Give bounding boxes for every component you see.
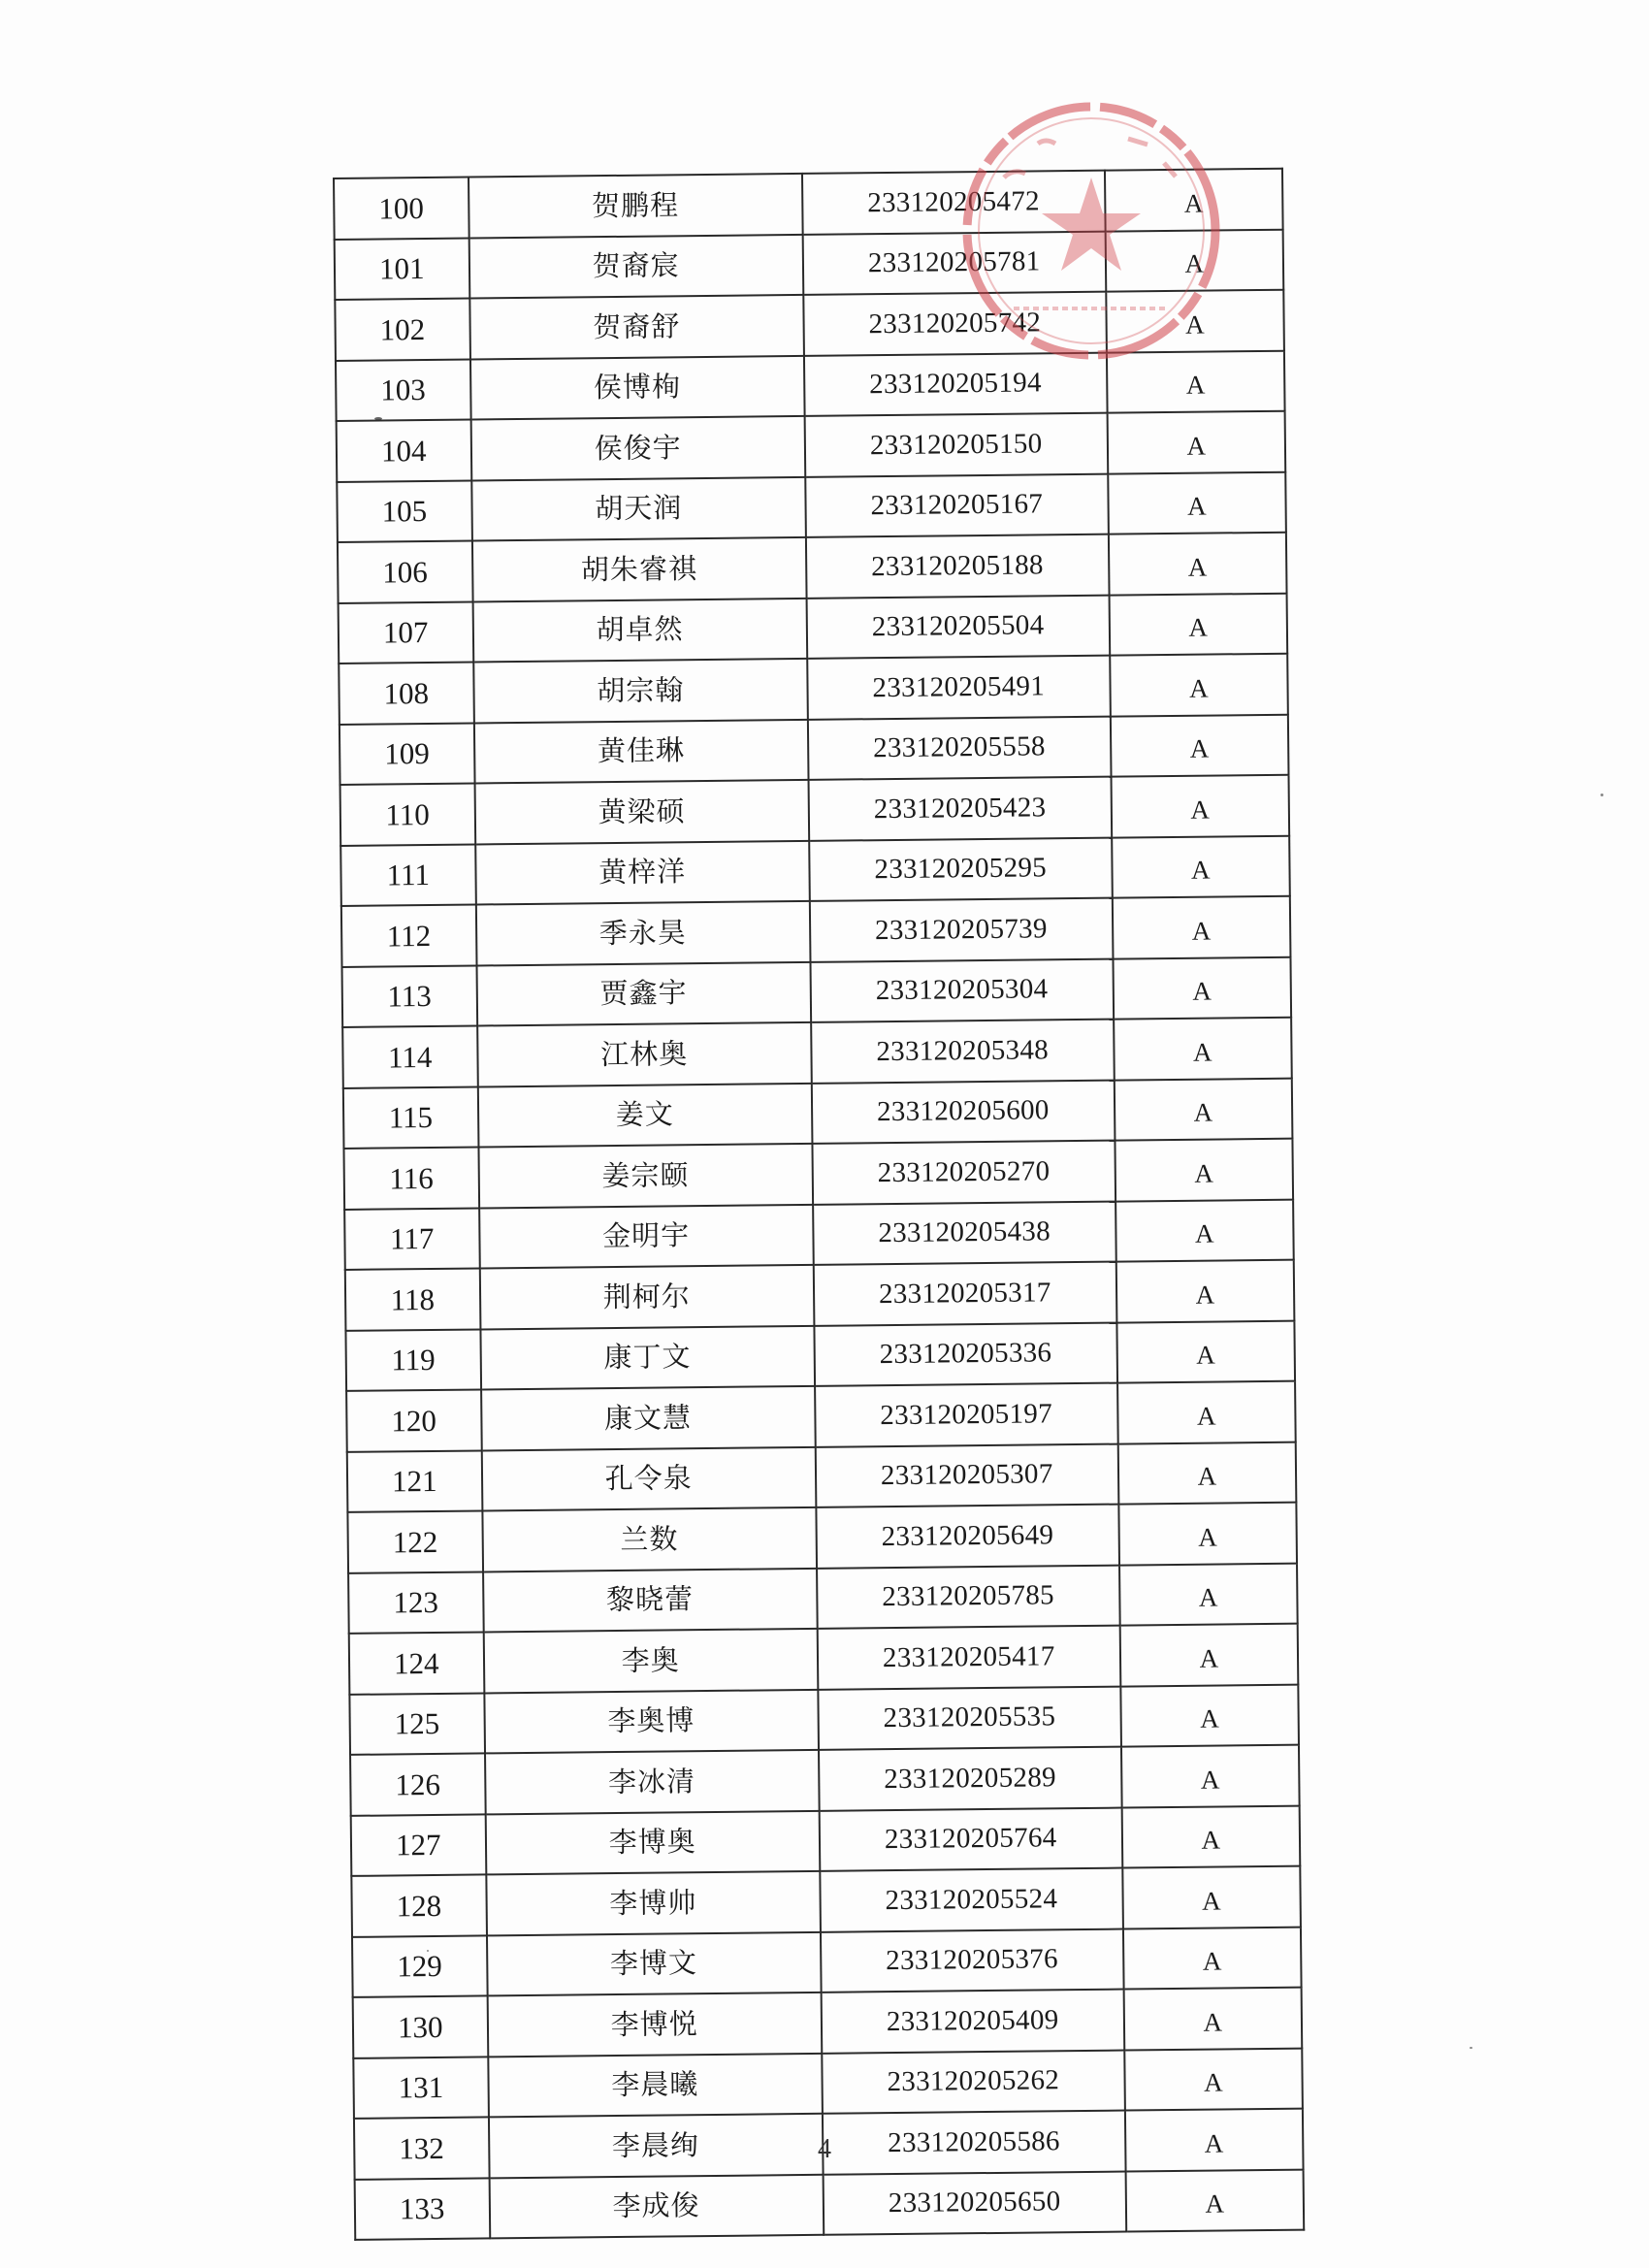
row-number-cell: 108 xyxy=(339,663,473,725)
row-number-cell: 109 xyxy=(340,723,474,785)
table-row xyxy=(351,1805,1301,1876)
grade-cell: A xyxy=(1115,1139,1293,1201)
exam-id-cell: 233120205504 xyxy=(806,595,1109,659)
table-row xyxy=(340,835,1290,906)
exam-id-cell: 233120205270 xyxy=(812,1141,1115,1205)
grade-cell: A xyxy=(1113,956,1291,1019)
exam-id-cell: 233120205438 xyxy=(813,1201,1116,1265)
student-name-cell: 康丁文 xyxy=(480,1325,815,1389)
row-number-cell: 127 xyxy=(351,1814,486,1876)
row-number-cell: 129 xyxy=(352,1935,487,1997)
row-number-cell: 100 xyxy=(334,178,469,240)
table-row xyxy=(338,533,1287,603)
student-name-cell: 李博悦 xyxy=(487,1993,822,2057)
table-row xyxy=(342,1018,1292,1088)
table-row xyxy=(355,2169,1305,2240)
exam-id-cell: 233120205423 xyxy=(808,777,1111,841)
table-row xyxy=(335,229,1284,300)
row-number-cell: 132 xyxy=(354,2117,489,2179)
exam-id-cell: 233120205558 xyxy=(808,716,1111,780)
row-number-cell: 121 xyxy=(347,1450,482,1512)
row-number-cell: 128 xyxy=(351,1874,486,1936)
row-number-cell: 103 xyxy=(336,359,470,421)
grade-cell: A xyxy=(1118,1503,1297,1565)
table-row xyxy=(336,350,1285,421)
student-name-cell: 李晨绚 xyxy=(488,2114,823,2178)
exam-id-cell: 233120205150 xyxy=(804,413,1107,477)
student-name-cell: 黄佳琳 xyxy=(473,719,808,783)
student-name-cell: 黄梓洋 xyxy=(475,840,810,904)
exam-id-cell: 233120205188 xyxy=(806,535,1109,599)
grade-cell: A xyxy=(1109,533,1287,595)
table-row xyxy=(339,654,1288,725)
row-number-cell: 105 xyxy=(337,480,471,542)
exam-id-cell: 233120205650 xyxy=(823,2171,1125,2235)
grade-cell: A xyxy=(1114,1078,1292,1140)
student-name-cell: 孔令泉 xyxy=(481,1446,816,1510)
row-number-cell: 123 xyxy=(348,1571,483,1634)
student-name-cell: 胡天润 xyxy=(471,476,806,540)
row-number-cell: 125 xyxy=(349,1693,484,1755)
exam-id-cell: 233120205586 xyxy=(823,2111,1125,2175)
row-number-cell: 106 xyxy=(338,541,472,603)
table-row xyxy=(346,1381,1296,1452)
grade-cell: A xyxy=(1119,1563,1298,1625)
exam-id-cell: 233120205197 xyxy=(815,1383,1117,1447)
student-name-cell: 李博奥 xyxy=(485,1810,820,1874)
exam-id-cell: 233120205764 xyxy=(819,1807,1121,1871)
exam-id-cell: 233120205742 xyxy=(803,292,1106,356)
table-row xyxy=(335,290,1284,361)
page-number: 4 xyxy=(818,2134,831,2164)
row-number-cell: 120 xyxy=(346,1389,481,1451)
row-number-cell: 118 xyxy=(345,1268,480,1330)
exam-id-cell: 233120205491 xyxy=(807,656,1110,720)
grade-cell: A xyxy=(1110,654,1288,716)
grade-cell: A xyxy=(1123,1988,1302,2050)
roster-table xyxy=(333,168,1305,2241)
student-name-cell: 胡卓然 xyxy=(472,598,807,662)
student-name-cell: 姜文 xyxy=(477,1083,812,1147)
row-number-cell: 102 xyxy=(335,299,469,361)
row-number-cell: 119 xyxy=(345,1329,480,1391)
table-row xyxy=(341,896,1291,967)
grade-cell: A xyxy=(1107,350,1285,412)
exam-id-cell: 233120205289 xyxy=(819,1747,1121,1811)
student-name-cell: 胡宗翰 xyxy=(473,659,808,723)
exam-id-cell: 233120205472 xyxy=(802,171,1105,235)
exam-id-cell: 233120205336 xyxy=(814,1322,1116,1386)
grade-cell: A xyxy=(1119,1624,1298,1686)
table-row xyxy=(342,956,1292,1027)
table-row xyxy=(345,1320,1295,1391)
student-name-cell: 贺鹏程 xyxy=(469,174,803,238)
student-name-cell: 李博帅 xyxy=(486,1871,821,1935)
row-number-cell: 124 xyxy=(349,1632,484,1694)
grade-cell: A xyxy=(1123,1927,1302,1989)
student-name-cell: 李博文 xyxy=(486,1931,821,1995)
row-number-cell: 113 xyxy=(342,965,477,1027)
grade-cell: A xyxy=(1116,1260,1294,1322)
exam-id-cell: 233120205307 xyxy=(816,1443,1118,1507)
table-row xyxy=(343,1139,1293,1210)
table-row xyxy=(353,2048,1303,2119)
table-row xyxy=(340,714,1289,785)
student-name-cell: 黎晓蕾 xyxy=(483,1568,818,1632)
exam-id-cell: 233120205535 xyxy=(818,1686,1120,1750)
grade-cell: A xyxy=(1116,1199,1294,1261)
table-row xyxy=(353,1988,1303,2058)
row-number-cell: 101 xyxy=(335,238,469,300)
scan-speck xyxy=(1470,2047,1472,2049)
roster-body xyxy=(334,169,1304,2240)
grade-cell: A xyxy=(1122,1866,1301,1928)
row-number-cell: 117 xyxy=(344,1208,479,1270)
grade-cell: A xyxy=(1117,1381,1296,1443)
student-name-cell: 李奥博 xyxy=(484,1689,819,1753)
student-name-cell: 姜宗颐 xyxy=(478,1144,813,1208)
table-row xyxy=(343,1078,1293,1149)
grade-cell: A xyxy=(1112,835,1290,897)
exam-id-cell: 233120205781 xyxy=(802,231,1105,295)
student-name-cell: 兰数 xyxy=(482,1507,817,1571)
grade-cell: A xyxy=(1116,1320,1295,1382)
grade-cell: A xyxy=(1106,290,1284,352)
table-row xyxy=(337,411,1286,482)
table-row xyxy=(339,593,1288,664)
table-row xyxy=(347,1503,1297,1573)
row-number-cell: 110 xyxy=(340,784,475,846)
row-number-cell: 116 xyxy=(343,1147,478,1209)
table-row xyxy=(349,1624,1299,1695)
row-number-cell: 112 xyxy=(341,904,476,966)
grade-cell: A xyxy=(1109,593,1287,655)
exam-id-cell: 233120205785 xyxy=(817,1565,1119,1629)
exam-id-cell: 233120205295 xyxy=(809,837,1112,901)
exam-id-cell: 233120205167 xyxy=(805,473,1108,537)
row-number-cell: 122 xyxy=(347,1510,482,1572)
row-number-cell: 107 xyxy=(339,601,473,664)
row-number-cell: 115 xyxy=(343,1086,478,1149)
grade-cell: A xyxy=(1114,1018,1292,1080)
student-name-cell: 李冰清 xyxy=(485,1750,820,1814)
table-row xyxy=(348,1563,1298,1634)
grade-cell: A xyxy=(1108,471,1286,534)
table-row xyxy=(337,471,1286,542)
student-name-cell: 李奥 xyxy=(483,1629,818,1693)
grade-cell: A xyxy=(1110,714,1288,776)
scan-speck xyxy=(1600,794,1603,796)
table-row xyxy=(334,169,1283,240)
grade-cell: A xyxy=(1125,2169,1304,2231)
row-number-cell: 133 xyxy=(355,2178,490,2240)
grade-cell: A xyxy=(1125,2109,1304,2171)
table-row xyxy=(345,1260,1295,1331)
grade-cell: A xyxy=(1112,896,1290,958)
row-number-cell: 104 xyxy=(337,420,471,482)
table-row xyxy=(350,1745,1300,1816)
student-name-cell: 侯俊宇 xyxy=(470,416,805,480)
exam-id-cell: 233120205348 xyxy=(811,1020,1114,1084)
table-row xyxy=(352,1927,1302,1997)
exam-id-cell: 233120205262 xyxy=(822,2050,1124,2114)
student-name-cell: 金明宇 xyxy=(479,1204,814,1268)
exam-id-cell: 233120205376 xyxy=(821,1928,1123,1993)
row-number-cell: 114 xyxy=(342,1025,477,1087)
grade-cell: A xyxy=(1117,1442,1296,1504)
exam-id-cell: 233120205739 xyxy=(810,898,1113,962)
grade-cell: A xyxy=(1107,411,1285,473)
table-row xyxy=(344,1199,1294,1270)
row-number-cell: 111 xyxy=(340,844,475,906)
exam-id-cell: 233120205194 xyxy=(804,352,1107,416)
exam-id-cell: 233120205409 xyxy=(821,1990,1123,2054)
grade-cell: A xyxy=(1121,1745,1300,1807)
table-row xyxy=(349,1684,1299,1755)
student-name-cell: 康文慧 xyxy=(481,1386,816,1450)
exam-id-cell: 233120205524 xyxy=(820,1868,1122,1932)
row-number-cell: 130 xyxy=(353,1995,488,2057)
grade-cell: A xyxy=(1111,775,1289,837)
table-row xyxy=(351,1866,1301,1937)
exam-id-cell: 233120205649 xyxy=(816,1505,1118,1569)
exam-id-cell: 233120205600 xyxy=(812,1080,1115,1144)
grade-cell: A xyxy=(1105,229,1283,291)
student-name-cell: 江林奥 xyxy=(477,1022,812,1086)
exam-id-cell: 233120205304 xyxy=(810,958,1113,1022)
exam-id-cell: 233120205417 xyxy=(818,1626,1120,1690)
grade-cell: A xyxy=(1124,2048,1303,2110)
student-name-cell: 贾鑫宇 xyxy=(476,961,811,1025)
student-name-cell: 胡朱睿祺 xyxy=(471,537,806,601)
grade-cell: A xyxy=(1105,169,1283,231)
student-name-cell: 黄梁硕 xyxy=(474,780,809,844)
row-number-cell: 126 xyxy=(350,1753,485,1815)
student-name-cell: 贺裔宸 xyxy=(469,234,803,298)
row-number-cell: 131 xyxy=(353,2057,488,2119)
student-name-cell: 李成俊 xyxy=(489,2174,824,2238)
student-name-cell: 李晨曦 xyxy=(488,2053,823,2117)
exam-id-cell: 233120205317 xyxy=(814,1262,1116,1326)
table-row xyxy=(347,1442,1297,1512)
table-row xyxy=(340,775,1290,846)
student-name-cell: 贺裔舒 xyxy=(469,295,804,359)
grade-cell: A xyxy=(1120,1684,1299,1746)
student-name-cell: 荆柯尔 xyxy=(479,1265,814,1329)
student-name-cell: 侯博栒 xyxy=(469,355,804,419)
student-name-cell: 季永昊 xyxy=(475,901,810,965)
grade-cell: A xyxy=(1121,1805,1300,1867)
